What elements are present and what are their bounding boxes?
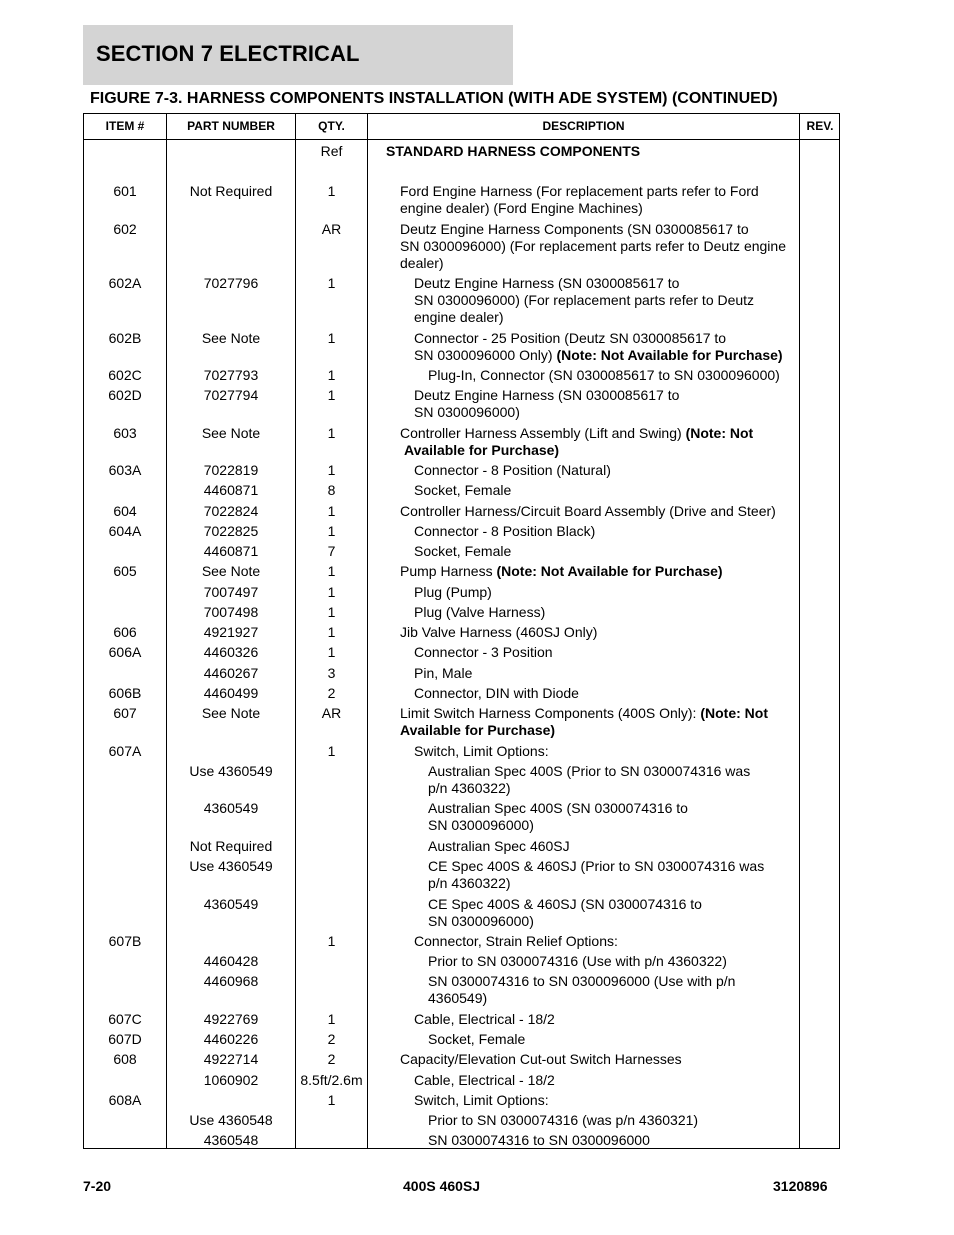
part-number-cell: Not Required: [189, 183, 273, 199]
description-line: SN 0300096000): [414, 404, 520, 420]
part-number-cell: Use 4360548: [189, 1112, 273, 1128]
description-line: 4360549): [428, 990, 488, 1006]
part-number-cell: Use 4360549: [189, 763, 273, 779]
description-line: Connector, Strain Relief Options:: [414, 933, 618, 949]
description-cell: [428, 763, 750, 797]
document-number: 3120896: [773, 1178, 828, 1194]
part-number-cell: 4460326: [203, 644, 259, 660]
part-number-cell: See Note: [201, 563, 261, 579]
description-line: Controller Harness Assembly (Lift and Swing): [400, 425, 686, 441]
qty-cell: 1: [327, 1011, 336, 1027]
part-number-cell: 4460871: [203, 543, 259, 559]
description-line: Pin, Male: [414, 665, 473, 681]
header-item: ITEM #: [105, 119, 145, 133]
description-line: p/n 4360322): [428, 780, 511, 796]
part-number-cell: 7007498: [203, 604, 259, 620]
description-line: Connector - 25 Position (Deutz SN 0300085617 to: [414, 330, 727, 346]
description-line: Connector - 3 Position: [414, 644, 553, 660]
item-cell: 607B: [108, 933, 142, 949]
section-banner: [83, 25, 513, 85]
description-cell: [400, 503, 776, 520]
description-line: Deutz Engine Harness (SN 0300085617 to: [414, 275, 680, 291]
description-cell: [400, 425, 753, 459]
item-cell: 602B: [108, 330, 142, 346]
description-cell: [400, 563, 723, 580]
item-cell: 602: [113, 221, 137, 237]
item-cell: 602D: [108, 387, 142, 403]
item-cell: 606A: [108, 644, 142, 660]
part-number-cell: 4921927: [203, 624, 259, 640]
qty-cell: 1: [327, 644, 336, 660]
qty-cell: 8.5ft/2.6m: [300, 1072, 363, 1088]
item-cell: 604A: [108, 523, 142, 539]
qty-cell: 1: [327, 933, 336, 949]
description-line: Connector, DIN with Diode: [414, 685, 579, 701]
part-number-cell: See Note: [201, 705, 261, 721]
description-line: SN 0300096000 Only): [414, 347, 557, 363]
part-number-cell: 7022825: [203, 523, 259, 539]
description-cell: [428, 953, 727, 970]
header-part-number: PART NUMBER: [187, 119, 275, 133]
description-line: SN 0300074316 to SN 0300096000: [428, 1132, 650, 1148]
header-qty: QTY.: [318, 119, 345, 133]
part-number-cell: 4922714: [203, 1051, 259, 1067]
qty-cell: 1: [327, 330, 336, 346]
description-cell: [428, 1112, 698, 1129]
description-cell: [414, 1092, 549, 1109]
qty-cell: Ref: [320, 143, 343, 159]
qty-cell: 2: [327, 685, 336, 701]
description-line: Prior to SN 0300074316 (was p/n 4360321): [428, 1112, 699, 1128]
description-cell: [400, 183, 759, 217]
item-cell: 608A: [108, 1092, 142, 1108]
header-description: DESCRIPTION: [542, 119, 625, 133]
qty-cell: 2: [327, 1051, 336, 1067]
qty-cell: 1: [327, 1092, 336, 1108]
description-cell: [386, 143, 640, 160]
part-number-cell: 4460226: [203, 1031, 259, 1047]
purchase-note: (Note: Not: [700, 705, 768, 721]
description-cell: [414, 644, 553, 661]
description-line: CE Spec 400S & 460SJ (Prior to SN 0300074316 was: [428, 858, 765, 874]
part-number-cell: See Note: [201, 425, 261, 441]
description-line: Australian Spec 460SJ: [428, 838, 570, 854]
description-line: SN 0300096000): [428, 817, 534, 833]
part-number-cell: 7027793: [203, 367, 259, 383]
purchase-note: (Note: Not: [685, 425, 754, 441]
part-number-cell: 7007497: [203, 584, 259, 600]
description-line: Switch, Limit Options:: [414, 1092, 549, 1108]
part-number-cell: 1060902: [203, 1072, 259, 1088]
description-line: Socket, Female: [414, 482, 512, 498]
part-number-cell: 4460428: [203, 953, 259, 969]
qty-cell: 1: [327, 367, 336, 383]
purchase-note: Available for Purchase): [400, 722, 556, 738]
description-line: Limit Switch Harness Components (400S Only):: [400, 705, 701, 721]
description-cell: [428, 1132, 650, 1149]
description-cell: [414, 1072, 555, 1089]
qty-cell: 8: [327, 482, 336, 498]
purchase-note: (Note: Not Available for Purchase): [556, 347, 783, 363]
part-number-cell: 4922769: [203, 1011, 259, 1027]
item-cell: 604: [113, 503, 137, 519]
description-line: p/n 4360322): [428, 875, 511, 891]
part-number-cell: 7027794: [203, 387, 259, 403]
item-cell: 607: [113, 705, 137, 721]
description-line: Australian Spec 400S (SN 0300074316 to: [428, 800, 688, 816]
description-cell: [414, 482, 511, 499]
description-cell: [428, 973, 735, 1007]
qty-cell: AR: [321, 221, 342, 237]
description-line: SN 0300074316 to SN 0300096000 (Use with p/n: [428, 973, 736, 989]
qty-cell: 1: [327, 387, 336, 403]
qty-cell: 1: [327, 523, 336, 539]
description-cell: [400, 624, 597, 641]
section-title: SECTION 7 ELECTRICAL: [96, 41, 360, 66]
header-rev: REV.: [806, 119, 834, 133]
description-line: Plug (Pump): [414, 584, 492, 600]
parts-table: [83, 113, 840, 1149]
column-divider: [367, 114, 368, 1148]
item-cell: 603: [113, 425, 137, 441]
description-cell: [414, 523, 595, 540]
description-line: Prior to SN 0300074316 (Use with p/n 4360322): [428, 953, 727, 969]
description-line: dealer): [400, 255, 444, 271]
item-cell: 603A: [108, 462, 142, 478]
item-cell: 608: [113, 1051, 137, 1067]
column-divider: [799, 114, 800, 1148]
table-header: [84, 114, 839, 140]
description-cell: [400, 221, 786, 272]
part-number-cell: 7022819: [203, 462, 259, 478]
part-number-cell: Not Required: [189, 838, 273, 854]
description-cell: [414, 462, 611, 479]
item-cell: 606B: [108, 685, 142, 701]
part-number-cell: 4460871: [203, 482, 259, 498]
description-cell: [414, 743, 549, 760]
part-number-cell: See Note: [201, 330, 261, 346]
description-line: Connector - 8 Position Black): [414, 523, 596, 539]
description-cell: [414, 933, 618, 950]
purchase-note: Available for Purchase): [404, 442, 560, 458]
description-cell: [414, 584, 492, 601]
description-cell: [428, 367, 780, 384]
description-cell: [400, 1051, 682, 1068]
qty-cell: 1: [327, 275, 336, 291]
qty-cell: 1: [327, 624, 336, 640]
description-cell: [400, 705, 768, 739]
figure-title: FIGURE 7-3. HARNESS COMPONENTS INSTALLATION (WITH ADE SYSTEM) (CONTINUED): [90, 90, 778, 107]
item-cell: 601: [113, 183, 137, 199]
item-cell: 607D: [108, 1031, 142, 1047]
item-cell: 606: [113, 624, 137, 640]
part-number-cell: 4460267: [203, 665, 259, 681]
item-cell: 607A: [108, 743, 142, 759]
purchase-note: (Note: Not Available for Purchase): [496, 563, 723, 579]
description-line: Plug (Valve Harness): [414, 604, 546, 620]
description-line: Controller Harness/Circuit Board Assembly (Drive and Steer): [400, 503, 776, 519]
qty-cell: 3: [327, 665, 336, 681]
description-cell: [428, 858, 764, 892]
model-number: 400S 460SJ: [403, 1178, 481, 1194]
description-line: Socket, Female: [428, 1031, 526, 1047]
qty-cell: 1: [327, 183, 336, 199]
description-line: SN 0300096000) (For replacement parts refer to Deutz engine: [400, 238, 786, 254]
part-number-cell: 4360549: [203, 896, 259, 912]
item-cell: 602A: [108, 275, 142, 291]
qty-cell: 1: [327, 503, 336, 519]
qty-cell: 7: [327, 543, 336, 559]
description-cell: [414, 543, 511, 560]
part-number-cell: 4360548: [203, 1132, 259, 1148]
qty-cell: 1: [327, 563, 336, 579]
description-cell: [414, 330, 783, 364]
part-number-cell: 4460499: [203, 685, 259, 701]
qty-cell: AR: [321, 705, 342, 721]
description-cell: [428, 800, 688, 834]
description-cell: [414, 387, 679, 421]
description-line: Switch, Limit Options:: [414, 743, 549, 759]
description-line: SN 0300096000): [428, 913, 534, 929]
part-number-cell: 7022824: [203, 503, 259, 519]
description-line: Deutz Engine Harness (SN 0300085617 to: [414, 387, 680, 403]
part-number-cell: Use 4360549: [189, 858, 273, 874]
part-number-cell: 7027796: [203, 275, 259, 291]
qty-cell: 1: [327, 604, 336, 620]
description-line: Deutz Engine Harness Components (SN 0300085617 to: [400, 221, 749, 237]
description-cell: [428, 1031, 525, 1048]
description-cell: [428, 838, 570, 855]
description-cell: [414, 275, 754, 326]
item-cell: 605: [113, 563, 137, 579]
description-cell: [414, 685, 579, 702]
description-line: Capacity/Elevation Cut-out Switch Harnesses: [400, 1051, 682, 1067]
qty-cell: 2: [327, 1031, 336, 1047]
description-line: Ford Engine Harness (For replacement parts refer to Ford: [400, 183, 759, 199]
page-number: 7-20: [83, 1178, 112, 1194]
description-line: CE Spec 400S & 460SJ (SN 0300074316 to: [428, 896, 702, 912]
description-line: Cable, Electrical - 18/2: [414, 1011, 555, 1027]
description-cell: [414, 604, 545, 621]
qty-cell: 1: [327, 743, 336, 759]
description-line: SN 0300096000) (For replacement parts refer to Deutz: [414, 292, 755, 308]
description-cell: [428, 896, 702, 930]
description-line: engine dealer): [414, 309, 504, 325]
description-line: Australian Spec 400S (Prior to SN 0300074316 was: [428, 763, 751, 779]
description-line: Cable, Electrical - 18/2: [414, 1072, 555, 1088]
description-cell: [414, 1011, 555, 1028]
part-number-cell: 4460968: [203, 973, 259, 989]
qty-cell: 1: [327, 584, 336, 600]
qty-cell: 1: [327, 425, 336, 441]
item-cell: 607C: [108, 1011, 142, 1027]
description-line: Socket, Female: [414, 543, 512, 559]
description-line: Jib Valve Harness (460SJ Only): [400, 624, 598, 640]
item-cell: 602C: [108, 367, 142, 383]
description-line: Connector - 8 Position (Natural): [414, 462, 611, 478]
description-line: engine dealer) (Ford Engine Machines): [400, 200, 643, 216]
description-line: STANDARD HARNESS COMPONENTS: [386, 143, 641, 159]
part-number-cell: 4360549: [203, 800, 259, 816]
description-cell: [414, 665, 472, 682]
description-line: Plug-In, Connector (SN 0300085617 to SN 0300096000): [428, 367, 780, 383]
description-line: Pump Harness: [400, 563, 497, 579]
qty-cell: 1: [327, 462, 336, 478]
